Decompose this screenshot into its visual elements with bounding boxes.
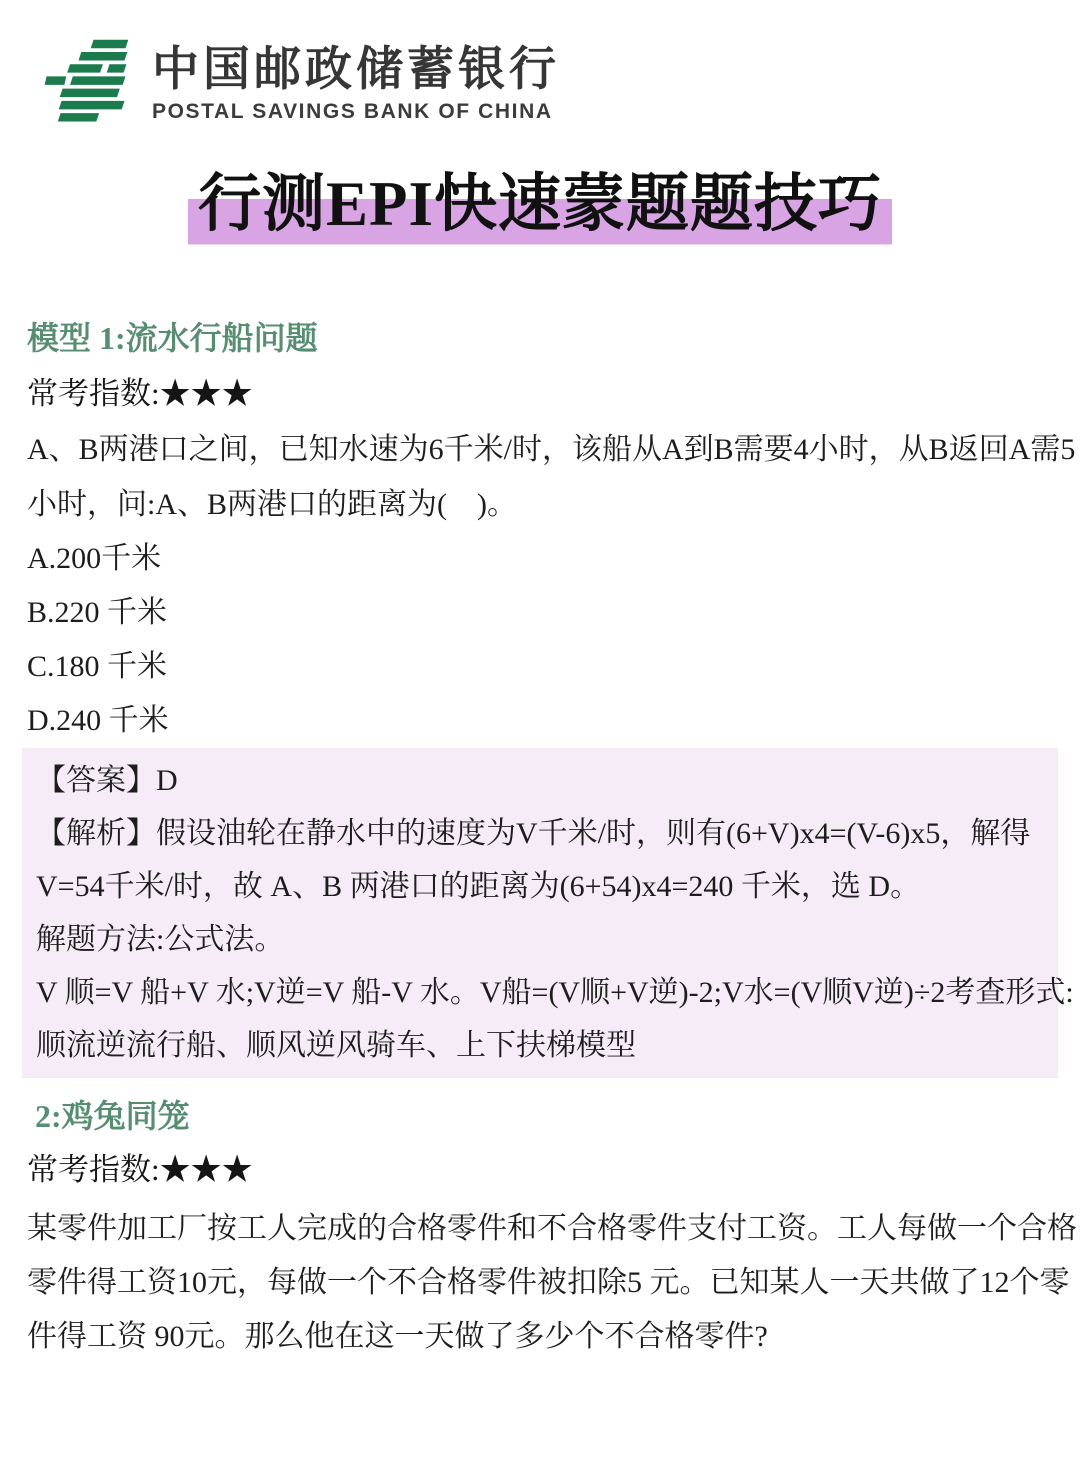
option-d: D.240 千米 bbox=[27, 704, 169, 737]
formula-line: V 顺=V 船+V 水;V逆=V 船-V 水。V船=(V顺+V逆)-2;V水=(V顺V逆)÷2考查形式: bbox=[36, 976, 1074, 1009]
bank-name-english: POSTAL SAVINGS BANK OF CHINA bbox=[152, 100, 553, 123]
analysis-line: V=54千米/时，故 A、B 两港口的距离为(6+54)x4=240 千米，选 D。 bbox=[36, 870, 921, 903]
bank-name-block bbox=[152, 40, 560, 126]
section1-frequency: 常考指数:★★★ bbox=[27, 376, 253, 411]
question-line: 某零件加工厂按工人完成的合格零件和不合格零件支付工资。工人每做一个合格 bbox=[27, 1212, 1077, 1245]
page-title: 行测EPI快速蒙题题技巧 bbox=[188, 162, 892, 246]
question-line: 小时，问:A、B两港口的距离为( )。 bbox=[27, 488, 517, 521]
china-post-emblem-icon bbox=[40, 36, 132, 130]
exam-forms-line: 顺流逆流行船、顺风逆风骑车、上下扶梯模型 bbox=[36, 1029, 636, 1062]
document-page bbox=[0, 34, 1080, 1477]
answer-analysis-block bbox=[22, 748, 1074, 1078]
bank-name-chinese: 中国邮政储蓄银行 bbox=[152, 42, 560, 95]
question-line: 零件得工资10元，每做一个不合格零件被扣除5 元。已知某人一天共做了12个零 bbox=[27, 1266, 1070, 1299]
question-line: 件得工资 90元。那么他在这一天做了多少个不合格零件? bbox=[27, 1320, 768, 1353]
section1-question bbox=[27, 422, 1076, 532]
section1-heading: 模型 1:流水行船问题 bbox=[27, 320, 318, 356]
analysis-line: 【解析】假设油轮在静水中的速度为V千米/时，则有(6+V)x4=(V-6)x5，解得 bbox=[36, 817, 1031, 850]
question-line: A、B两港口之间，已知水速为6千米/时，该船从A到B需要4小时，从B返回A需5 bbox=[27, 433, 1076, 466]
section2-frequency: 常考指数:★★★ bbox=[27, 1152, 253, 1187]
section2-heading: 2:鸡兔同笼 bbox=[35, 1098, 190, 1134]
section1-options bbox=[27, 532, 1055, 748]
method-line: 解题方法:公式法。 bbox=[36, 923, 285, 956]
document-body bbox=[0, 318, 1080, 1364]
option-c: C.180 千米 bbox=[27, 650, 168, 683]
section2-question bbox=[27, 1202, 1077, 1364]
bank-logo-header bbox=[40, 34, 1080, 132]
option-a: A.200千米 bbox=[27, 542, 162, 575]
option-b: B.220 千米 bbox=[27, 596, 168, 629]
title-row bbox=[0, 162, 1080, 248]
answer-line: 【答案】D bbox=[36, 764, 178, 797]
